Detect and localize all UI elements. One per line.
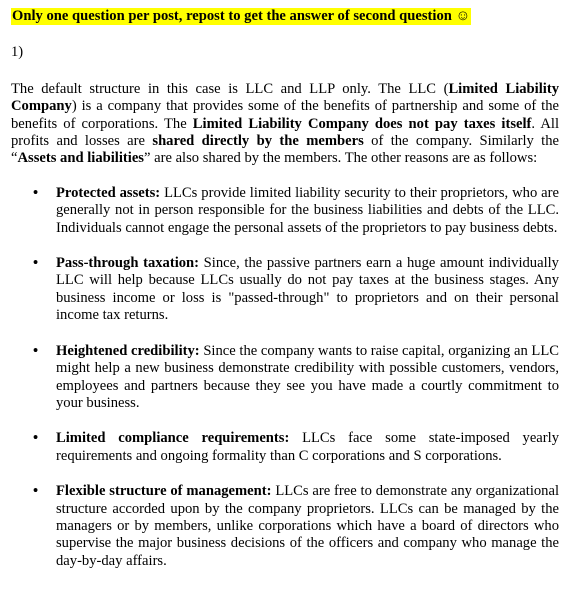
reason-title: Limited compliance requirements: [56,430,290,447]
reason-text: LLCs provide limited liability security to their proprietors, who are generally not in person responsible for the business liabilities and debts of the LLC. Individuals cannot engage the personal assets of the proprietors to pay business debts. [56,184,559,236]
reason-text: LLCs face some state-imposed yearly requirements and ongoing formality than C corporations and S corporations. [56,430,559,464]
intro-bold: Limited Liability Company does not pay taxes itself [192,115,532,132]
reason-title: Flexible structure of management: [56,483,272,500]
intro-text: . All profits and losses are [11,115,560,150]
intro-bold: Assets and liabilities [17,150,144,167]
reason-title: Heightened credibility: [56,342,200,359]
reasons-list [11,185,559,570]
reason-text: Since the company wants to raise capital, organizing an LLC might help a new business demonstrate credibility with possible customers, vendors, employees and partners because they see you have made a courtly commitment to your business. [56,342,559,411]
reason-text: LLCs are free to demonstrate any organizational structure accorded upon by the company proprietors. LLCs can be managed by the managers or by members, unlike corporations which have a board of directors who supervise the major business decisions of the officers and company who manage the day-by-day affairs. [56,483,560,569]
list-item [11,343,559,413]
list-item [11,185,559,237]
reason-text: Since, the passive partners earn a huge amount individually LLC will help because LLCs usually do not pay taxes at the business stages. Any business income or loss is "passed-through" to proprietors and on their personal income tax returns. [56,255,559,324]
question-number: 1) [11,44,24,61]
repost-notice: Only one question per post, repost to get the answer of second question ☺ [12,8,471,24]
list-item [11,483,559,570]
intro-bold: shared directly by the members [152,133,364,150]
intro-bold: Limited Liability Company [11,80,559,115]
reason-title: Pass-through taxation: [56,255,200,272]
intro-text: ) is a company that provides some of the benefits of partnership and some of the benefits of corporations. The [11,98,559,132]
intro-text: The default structure in this case is LLC and LLP only. The LLC ( [11,80,449,97]
reason-title: Protected assets: [56,184,161,201]
bullet-icon: • [33,430,39,447]
bullet-icon: • [33,184,39,201]
intro-text: of the company. Similarly the “ [11,133,560,167]
bullet-icon: • [33,483,39,500]
bullet-icon: • [33,255,39,272]
list-item [11,255,559,325]
list-item [11,430,559,465]
intro-text: ” are also shared by the members. The other reasons are as follows: [143,150,538,167]
bullet-icon: • [33,342,39,359]
intro-paragraph [11,81,559,168]
